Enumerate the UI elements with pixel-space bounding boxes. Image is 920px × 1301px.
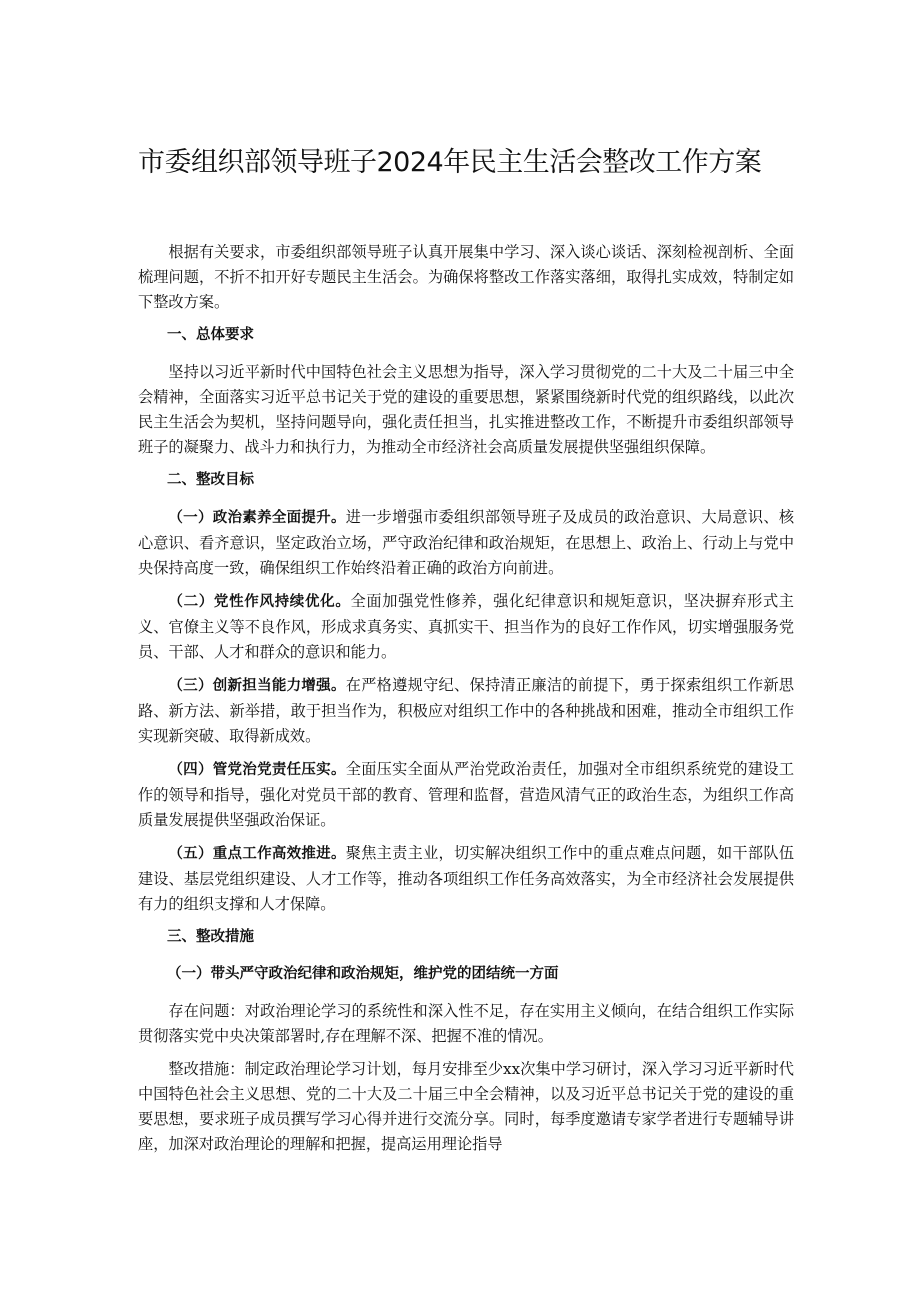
goal-text: 聚焦主责主业，切实解决组织工作中的重点难点问题，如干部队伍建设、基层党组织建设、人才工作等，推动各项组织工作任务高效落实，为全市经济社会发展提供有力的组织支撑和人才保障。 [138, 844, 795, 913]
intro-paragraph: 根据有关要求，市委组织部领导班子认真开展集中学习、深入谈心谈话、深刻检视剖析、全面梳理问题，不折不扣开好专题民主生活会。为确保将整改工作落实落细，取得扎实成效，特制定如下整改方案。 [138, 243, 794, 311]
goal-paragraph [138, 841, 794, 917]
document-body [138, 240, 794, 1165]
section-heading-goals: 二、整改目标 [167, 472, 254, 488]
goal-paragraph [138, 757, 794, 833]
document-title: 市委组织部领导班子2024年民主生活会整改工作方案 [138, 147, 762, 178]
goal-lead: （一）政治素养全面提升。 [168, 510, 346, 526]
goal-lead: （五）重点工作高效推进。 [168, 846, 346, 862]
goal-paragraph [138, 589, 794, 665]
measure-paragraph: 整改措施：制定政治理论学习计划，每月安排至少xx次集中学习研讨，深入学习习近平新时代中国特色社会主义思想、党的二十大及二十届三中全会精神，以及习近平总书记关于党的建设的重要思想，要求班子成员撰写学习心得并进行交流分享。同时，每季度邀请专家学者进行专题辅导讲座，加深对政治理论的理解和把握，提高运用理论指导 [138, 1060, 794, 1153]
goal-text: 进一步增强市委组织部领导班子及成员的政治意识、大局意识、核心意识、看齐意识，坚定政治立场，严守政治纪律和政治规矩，在思想上、政治上、行动上与党中央保持高度一致，确保组织工作始终沿着正确的政治方向前进。 [138, 508, 795, 577]
goal-lead: （四）管党治党责任压实。 [168, 762, 346, 778]
goal-text: 在严格遵规守纪、保持清正廉洁的前提下，勇于探索组织工作新思路、新方法、新举措，敢于担当作为，积极应对组织工作中的各种挑战和困难，推动全市组织工作实现新突破、取得新成效。 [138, 676, 795, 745]
measures-sub-heading: （一）带头严守政治纪律和政治规矩，维护党的团结统一方面 [167, 966, 559, 982]
goal-text: 全面加强党性修养，强化纪律意识和规矩意识，坚决摒弃形式主义、官僚主义等不良作风，形成求真务实、真抓实干、担当作为的良好工作作风，切实增强服务党员、干部、人才和群众的意识和能力。 [138, 592, 794, 661]
section-heading-overall-requirements: 一、总体要求 [167, 327, 254, 343]
goal-lead: （二）党性作风持续优化。 [168, 594, 351, 610]
goal-text: 全面压实全面从严治党政治责任，加强对全市组织系统党的建设工作的领导和指导，强化对党员干部的教育、管理和监督，营造风清气正的政治生态，为组织工作高质量发展提供坚强政治保证。 [138, 760, 795, 829]
section-heading-measures: 三、整改措施 [167, 929, 254, 945]
problem-paragraph: 存在问题：对政治理论学习的系统性和深入性不足，存在实用主义倾向，在结合组织工作实际贯彻落实党中央决策部署时,存在理解不深、把握不准的情况。 [138, 1002, 794, 1045]
goal-paragraph [138, 505, 794, 581]
overall-requirements-paragraph: 坚持以习近平新时代中国特色社会主义思想为指导，深入学习贯彻党的二十大及二十届三中全会精神，全面落实习近平总书记关于党的建设的重要思想，紧紧围绕新时代党的组织路线，以此次民主生活会为契机，坚持问题导向，强化责任担当，扎实推进整改工作，不断提升市委组织部领导班子的凝聚力、战斗力和执行力，为推动全市经济社会高质量发展提供坚强组织保障。 [138, 363, 794, 456]
goal-lead: （三）创新担当能力增强。 [168, 678, 346, 694]
goal-paragraph [138, 673, 794, 749]
